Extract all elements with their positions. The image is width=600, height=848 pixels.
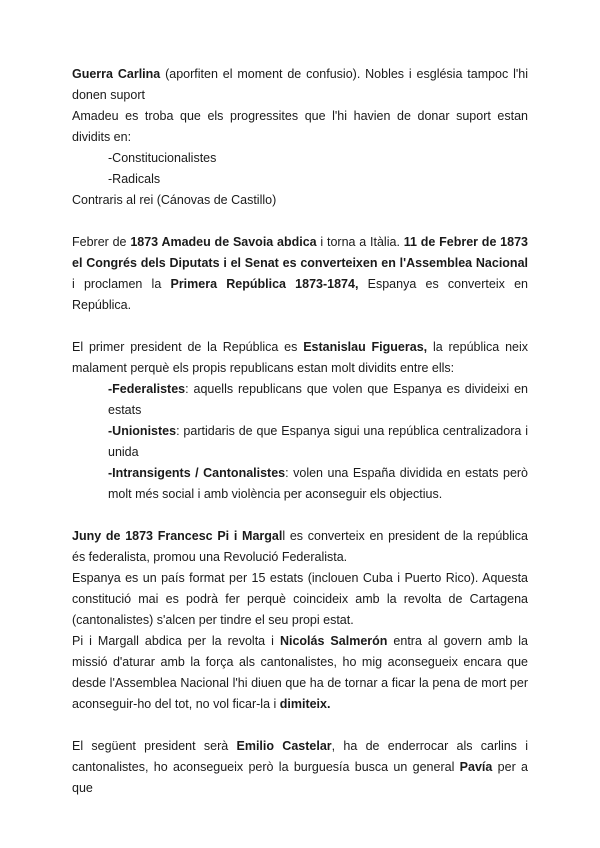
salmeron-paragraph: Pi i Margall abdica per la revolta i Nicolás Salmerón entra al govern amb la missió d'aturar amb la força als cantonalistes, ho mig aconsegueix encara que desde l'Assemblea Nacional l'hi diuen que ha de tornar a ficar la pena de mort per aconseguir-ho del tot, no vol ficar-la i dimiteix. <box>72 634 528 711</box>
carlist-war-paragraph: Guerra Carlina (aporfiten el moment de confusio). Nobles i església tampoc l'hi donen suport <box>72 67 529 102</box>
abdication-paragraph: Febrer de 1873 Amadeu de Savoia abdica i torna a Itàlia. 11 de Febrer de 1873 el Congrés dels Diputats i el Senat es converteixen en l'Assemblea Nacional i proclamen la Primera República 1873-1874, Espanya es converteix en República. <box>72 235 528 312</box>
pi-margall-paragraph: Juny de 1873 Francesc Pi i Margall es converteix en president de la república és federalista, promou una Revolució Federalista. <box>72 529 528 564</box>
list-item-constitucionalistes: -Constitucionalistes <box>108 151 217 165</box>
contraris-line: Contraris al rei (Cánovas de Castillo) <box>72 193 277 207</box>
list-item-radicals: -Radicals <box>108 172 161 186</box>
list-item-federalistes: -Federalistes: aquells republicans que volen que Espanya es divideixi en estats <box>108 382 528 417</box>
document-body <box>72 64 528 799</box>
castelar-paragraph: El següent president serà Emilio Castelar, ha de enderrocar als carlins i cantonalistes, ho aconsegueix però la burguesía busca un general Pavía per a que <box>72 739 528 795</box>
states-paragraph: Espanya es un país format per 15 estats (inclouen Cuba i Puerto Rico). Aquesta constitució mai es podrà fer perquè coincideix amb la revolta de Cartagena (cantonalistes) s'alcen per tindre el seu propi estat. <box>72 571 528 627</box>
amadeu-divided-paragraph: Amadeu es troba que els progressites que l'hi havien de donar suport estan dividits en: <box>72 109 528 144</box>
list-item-intransigents: -Intransigents / Cantonalistes: volen una España dividida en estats però molt més social i amb violència per aconseguir els objectius. <box>108 466 529 501</box>
first-president-paragraph: El primer president de la República es Estanislau Figueras, la república neix malament perquè els propis republicans estan molt dividits entre ells: <box>72 340 528 375</box>
list-item-unionistes: -Unionistes: partidaris de que Espanya sigui una república centralizadora i unida <box>108 424 528 459</box>
